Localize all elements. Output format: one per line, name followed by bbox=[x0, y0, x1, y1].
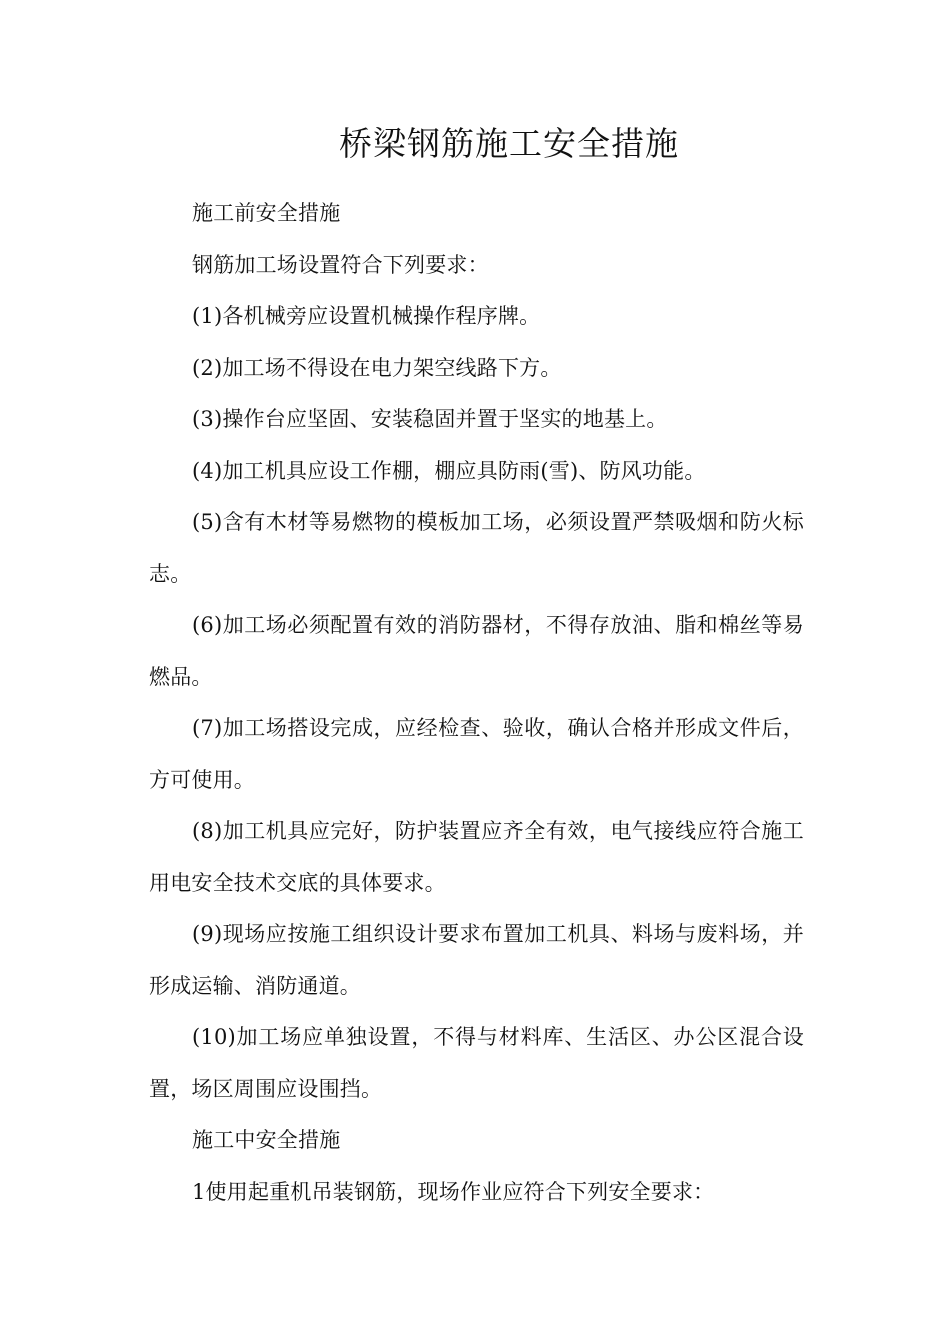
list-item-9: (9)现场应按施工组织设计要求布置加工机具、料场与废料场，并形成运输、消防通道。 bbox=[149, 922, 804, 998]
list-item-10: (10)加工场应单独设置，不得与材料库、生活区、办公区混合设置，场区周围应设围挡。 bbox=[149, 1025, 804, 1101]
list-item-8: (8)加工机具应完好，防护装置应齐全有效，电气接线应符合施工用电安全技术交底的具体要求。 bbox=[149, 819, 804, 895]
paragraph-crane-requirements: 1使用起重机吊装钢筋，现场作业应符合下列安全要求： bbox=[192, 1179, 715, 1204]
list-item-7: (7)加工场搭设完成，应经检查、验收，确认合格并形成文件后，方可使用。 bbox=[149, 716, 804, 792]
list-item-5: (5)含有木材等易燃物的模板加工场，必须设置严禁吸烟和防火标志。 bbox=[149, 510, 804, 586]
list-item-4: (4)加工机具应设工作棚，棚应具防雨(雪)、防风功能。 bbox=[192, 458, 706, 483]
list-item-2: (2)加工场不得设在电力架空线路下方。 bbox=[192, 355, 562, 380]
document-body bbox=[149, 188, 804, 1218]
document-title: 桥梁钢筋施工安全措施 bbox=[339, 124, 679, 163]
list-item-6: (6)加工场必须配置有效的消防器材，不得存放油、脂和棉丝等易燃品。 bbox=[149, 613, 804, 689]
list-item-3: (3)操作台应坚固、安装稳固并置于坚实的地基上。 bbox=[192, 407, 668, 431]
section-heading-before-construction: 施工前安全措施 bbox=[192, 201, 341, 225]
section-heading-during-construction: 施工中安全措施 bbox=[192, 1128, 341, 1152]
paragraph-requirements-intro: 钢筋加工场设置符合下列要求： bbox=[192, 252, 489, 277]
list-item-1: (1)各机械旁应设置机械操作程序牌。 bbox=[192, 304, 541, 328]
